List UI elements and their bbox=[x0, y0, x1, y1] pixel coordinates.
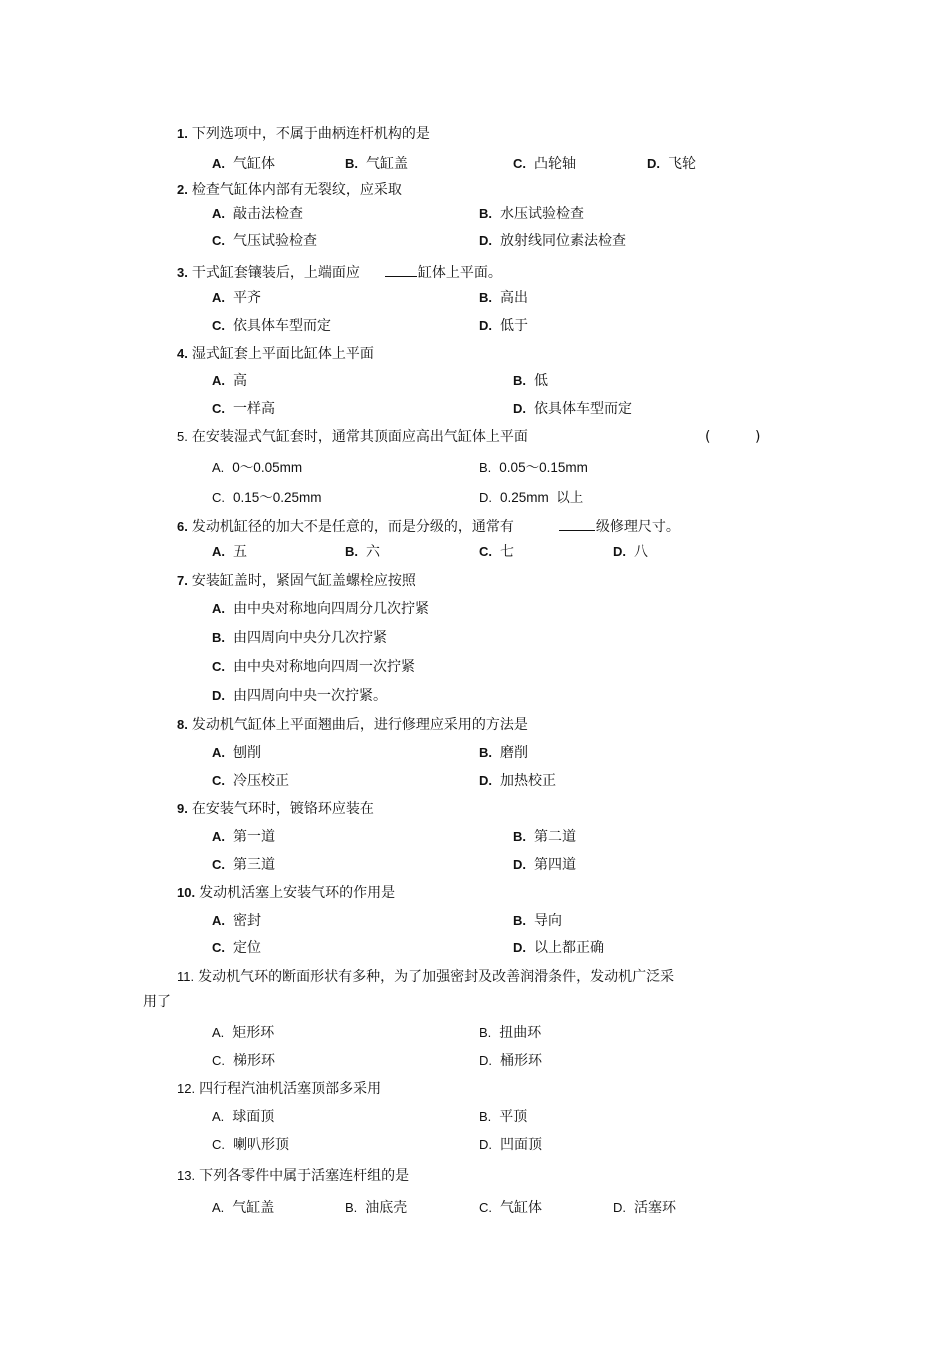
option-text: 梯形环 bbox=[233, 1053, 275, 1069]
option-letter: B. bbox=[345, 544, 358, 559]
q6-option-d bbox=[613, 543, 648, 561]
option-text: 0.15～0.25mm bbox=[233, 490, 322, 505]
option-text: 油底壳 bbox=[365, 1200, 408, 1216]
option-text: 第二道 bbox=[534, 829, 576, 845]
option-text: 第三道 bbox=[233, 857, 275, 873]
q4-option-a bbox=[212, 372, 247, 390]
q5-option-a bbox=[212, 459, 302, 477]
question-number: 2. bbox=[177, 182, 188, 197]
q6-option-a bbox=[212, 543, 247, 561]
option-text: 冷压校正 bbox=[233, 773, 289, 789]
q8-option-b bbox=[479, 744, 528, 762]
question-text: 发动机气环的断面形状有多种，为了加强密封及改善润滑条件，发动机广泛采 bbox=[198, 969, 675, 985]
question-text: 在安装湿式气缸套时，通常其顶面应高出气缸体上平面 bbox=[191, 429, 528, 445]
q5-option-b bbox=[479, 459, 588, 477]
q10-option-c bbox=[212, 939, 261, 957]
option-letter: A. bbox=[212, 601, 225, 616]
answer-blank bbox=[385, 262, 417, 277]
question-3 bbox=[177, 262, 502, 282]
question-text: 下列各零件中属于活塞连杆组的是 bbox=[199, 1168, 410, 1184]
option-letter: C. bbox=[479, 1200, 492, 1215]
question-9 bbox=[177, 800, 374, 818]
option-letter: B. bbox=[345, 1200, 358, 1215]
q2-option-a bbox=[212, 205, 303, 223]
question-1 bbox=[177, 125, 430, 143]
option-letter: B. bbox=[479, 460, 492, 475]
question-number: 1. bbox=[177, 126, 188, 141]
question-number: 13. bbox=[177, 1168, 196, 1183]
q11-option-d bbox=[479, 1052, 542, 1070]
option-letter: C. bbox=[212, 773, 225, 788]
option-text: 低 bbox=[534, 373, 548, 389]
option-letter: D. bbox=[513, 857, 526, 872]
option-letter: A. bbox=[212, 373, 225, 388]
option-text: 敲击法检查 bbox=[233, 206, 303, 222]
option-text: 磨削 bbox=[500, 745, 528, 761]
question-text-after: 缸体上平面。 bbox=[417, 265, 502, 281]
option-letter: A. bbox=[212, 544, 225, 559]
question-number: 6. bbox=[177, 519, 188, 534]
option-text: 气缸盖 bbox=[366, 156, 408, 172]
question-number: 12. bbox=[177, 1081, 196, 1096]
q11-option-a bbox=[212, 1024, 274, 1042]
question-number: 11. bbox=[177, 969, 195, 984]
q13-option-d bbox=[613, 1199, 676, 1217]
option-letter: C. bbox=[212, 318, 225, 333]
option-letter: A. bbox=[212, 156, 225, 171]
question-text: 发动机活塞上安装气环的作用是 bbox=[199, 885, 396, 901]
option-text: 导向 bbox=[534, 913, 562, 929]
option-letter: B. bbox=[479, 1109, 492, 1124]
question-10 bbox=[177, 884, 395, 902]
question-number: 4. bbox=[177, 346, 188, 361]
option-letter: D. bbox=[479, 1053, 492, 1068]
q7-option-d bbox=[212, 687, 387, 705]
option-text: 球面顶 bbox=[232, 1109, 275, 1125]
q2-option-b bbox=[479, 205, 584, 223]
option-text: 密封 bbox=[233, 913, 261, 929]
option-text: 喇叭形顶 bbox=[233, 1137, 289, 1153]
q1-option-d bbox=[647, 155, 696, 173]
option-letter: D. bbox=[647, 156, 660, 171]
question-text: 安装缸盖时，紧固气缸盖螺栓应按照 bbox=[191, 573, 416, 589]
option-text: 活塞环 bbox=[634, 1200, 676, 1216]
option-letter: A. bbox=[212, 1109, 225, 1124]
option-text: 由四周向中央一次拧紧。 bbox=[233, 688, 387, 704]
option-letter: A. bbox=[212, 206, 225, 221]
q11-option-b bbox=[479, 1024, 541, 1042]
question-2 bbox=[177, 181, 402, 199]
q12-option-d bbox=[479, 1136, 542, 1154]
option-text: 扭曲环 bbox=[499, 1025, 542, 1041]
q2-option-d bbox=[479, 232, 626, 250]
option-letter: C. bbox=[212, 857, 225, 872]
option-text: 由中央对称地向四周分几次拧紧 bbox=[233, 601, 429, 617]
option-letter: C. bbox=[212, 401, 225, 416]
option-text: 一样高 bbox=[233, 401, 275, 417]
option-letter: C. bbox=[212, 490, 225, 505]
option-text: 依具体车型而定 bbox=[233, 318, 331, 334]
q9-option-c bbox=[212, 856, 275, 874]
question-number: 9. bbox=[177, 801, 188, 816]
option-text: 0.05～0.15mm bbox=[499, 460, 588, 475]
q12-option-b bbox=[479, 1108, 527, 1126]
question-12 bbox=[177, 1080, 381, 1098]
option-text: 0.25mm 以上 bbox=[500, 490, 584, 505]
option-letter: C. bbox=[513, 156, 526, 171]
question-text: 四行程汽油机活塞顶部多采用 bbox=[199, 1081, 382, 1097]
question-text: 在安装气环时，镀铬环应装在 bbox=[191, 801, 374, 817]
question-text: 发动机缸径的加大不是任意的，而是分级的，通常有 bbox=[191, 519, 514, 535]
option-text: 由中央对称地向四周一次拧紧 bbox=[233, 659, 415, 675]
question-number: 5. bbox=[177, 429, 188, 444]
option-letter: C. bbox=[479, 544, 492, 559]
option-text: 平齐 bbox=[233, 290, 261, 306]
q4-option-b bbox=[513, 372, 548, 390]
option-text: 五 bbox=[233, 544, 247, 560]
option-text: 平顶 bbox=[499, 1109, 528, 1125]
option-letter: A. bbox=[212, 829, 225, 844]
q8-option-d bbox=[479, 772, 556, 790]
q12-option-c bbox=[212, 1136, 289, 1154]
option-text: 依具体车型而定 bbox=[534, 401, 632, 417]
option-letter: A. bbox=[212, 1200, 225, 1215]
option-letter: D. bbox=[479, 773, 492, 788]
q5-option-d bbox=[479, 489, 583, 507]
q6-option-c bbox=[479, 543, 514, 561]
q3-option-b bbox=[479, 289, 528, 307]
option-text: 矩形环 bbox=[232, 1025, 275, 1041]
option-text: 由四周向中央分几次拧紧 bbox=[233, 630, 387, 646]
option-letter: B. bbox=[513, 373, 526, 388]
question-text: 发动机气缸体上平面翘曲后，进行修理应采用的方法是 bbox=[191, 717, 528, 733]
q1-option-c bbox=[513, 155, 576, 173]
q3-option-a bbox=[212, 289, 261, 307]
option-letter: D. bbox=[513, 940, 526, 955]
q7-option-c bbox=[212, 658, 415, 676]
option-text: 第一道 bbox=[233, 829, 275, 845]
q8-option-a bbox=[212, 744, 261, 762]
question-text: 检查气缸体内部有无裂纹，应采取 bbox=[191, 182, 402, 198]
option-text: 高 bbox=[233, 373, 247, 389]
option-text: 以上都正确 bbox=[534, 940, 604, 956]
question-8 bbox=[177, 716, 528, 734]
q1-option-a bbox=[212, 155, 275, 173]
option-text: 高出 bbox=[500, 290, 528, 306]
q13-option-a bbox=[212, 1199, 274, 1217]
q12-option-a bbox=[212, 1108, 274, 1126]
q13-option-b bbox=[345, 1199, 407, 1217]
option-letter: D. bbox=[479, 490, 492, 505]
question-11 bbox=[177, 968, 674, 986]
question-text: 干式缸套镶装后，上端面应 bbox=[191, 265, 360, 281]
q11-option-c bbox=[212, 1052, 275, 1070]
question-text: 下列选项中，不属于曲柄连杆机构的是 bbox=[191, 126, 430, 142]
q9-option-d bbox=[513, 856, 576, 874]
option-text: 第四道 bbox=[534, 857, 576, 873]
question-4 bbox=[177, 345, 374, 363]
q1-option-b bbox=[345, 155, 408, 173]
q5-option-c bbox=[212, 489, 322, 507]
question-text-after: 级修理尺寸。 bbox=[595, 519, 680, 535]
q9-option-b bbox=[513, 828, 576, 846]
q9-option-a bbox=[212, 828, 275, 846]
option-text: 气缸体 bbox=[233, 156, 275, 172]
option-letter: A. bbox=[212, 913, 225, 928]
option-letter: B. bbox=[212, 630, 225, 645]
option-letter: D. bbox=[479, 318, 492, 333]
question-number: 7. bbox=[177, 573, 188, 588]
q7-option-a bbox=[212, 600, 429, 618]
option-letter: D. bbox=[613, 1200, 626, 1215]
option-text: 低于 bbox=[500, 318, 528, 334]
option-letter: B. bbox=[479, 290, 492, 305]
option-text: 定位 bbox=[233, 940, 261, 956]
q3-option-c bbox=[212, 317, 331, 335]
option-letter: A. bbox=[212, 290, 225, 305]
q2-option-c bbox=[212, 232, 317, 250]
option-letter: C. bbox=[212, 940, 225, 955]
option-text: 0～0.05mm bbox=[232, 460, 303, 475]
option-letter: C. bbox=[212, 1053, 225, 1068]
option-text: 凸轮轴 bbox=[534, 156, 576, 172]
option-letter: D. bbox=[479, 1137, 492, 1152]
option-letter: B. bbox=[345, 156, 358, 171]
option-text: 放射线同位素法检查 bbox=[500, 233, 626, 249]
option-letter: B. bbox=[513, 913, 526, 928]
option-letter: B. bbox=[513, 829, 526, 844]
option-letter: D. bbox=[513, 401, 526, 416]
option-letter: B. bbox=[479, 745, 492, 760]
q7-option-b bbox=[212, 629, 387, 647]
question-6 bbox=[177, 516, 680, 536]
q8-option-c bbox=[212, 772, 289, 790]
option-text: 气压试验检查 bbox=[233, 233, 317, 249]
q4-option-d bbox=[513, 400, 632, 418]
option-letter: C. bbox=[212, 233, 225, 248]
q10-option-b bbox=[513, 912, 562, 930]
option-letter: D. bbox=[479, 233, 492, 248]
question-13 bbox=[177, 1167, 409, 1185]
q13-option-c bbox=[479, 1199, 542, 1217]
q3-option-d bbox=[479, 317, 528, 335]
question-11-continuation: 用了 bbox=[143, 994, 171, 1010]
option-text: 桶形环 bbox=[500, 1053, 542, 1069]
option-text: 刨削 bbox=[233, 745, 261, 761]
question-number: 8. bbox=[177, 717, 188, 732]
option-text: 凹面顶 bbox=[500, 1137, 542, 1153]
answer-blank bbox=[559, 516, 595, 531]
option-text: 气缸盖 bbox=[232, 1200, 275, 1216]
q6-option-b bbox=[345, 543, 380, 561]
question-number: 3. bbox=[177, 265, 188, 280]
question-number: 10. bbox=[177, 885, 196, 900]
option-text: 七 bbox=[500, 544, 514, 560]
option-letter: B. bbox=[479, 1025, 492, 1040]
option-text: 六 bbox=[366, 544, 380, 560]
question-7 bbox=[177, 572, 416, 590]
q4-option-c bbox=[212, 400, 275, 418]
option-text: 加热校正 bbox=[500, 773, 556, 789]
option-letter: A. bbox=[212, 460, 225, 475]
answer-parentheses: ( ) bbox=[705, 429, 761, 445]
question-text: 湿式缸套上平面比缸体上平面 bbox=[191, 346, 374, 362]
option-letter: A. bbox=[212, 1025, 225, 1040]
option-letter: A. bbox=[212, 745, 225, 760]
option-letter: D. bbox=[212, 688, 225, 703]
q10-option-d bbox=[513, 939, 604, 957]
option-text: 气缸体 bbox=[500, 1200, 542, 1216]
option-letter: C. bbox=[212, 1137, 225, 1152]
option-letter: B. bbox=[479, 206, 492, 221]
option-letter: D. bbox=[613, 544, 626, 559]
q10-option-a bbox=[212, 912, 261, 930]
option-letter: C. bbox=[212, 659, 225, 674]
option-text: 水压试验检查 bbox=[500, 206, 584, 222]
option-text: 八 bbox=[634, 544, 648, 560]
question-5 bbox=[177, 428, 528, 446]
option-text: 飞轮 bbox=[668, 156, 696, 172]
